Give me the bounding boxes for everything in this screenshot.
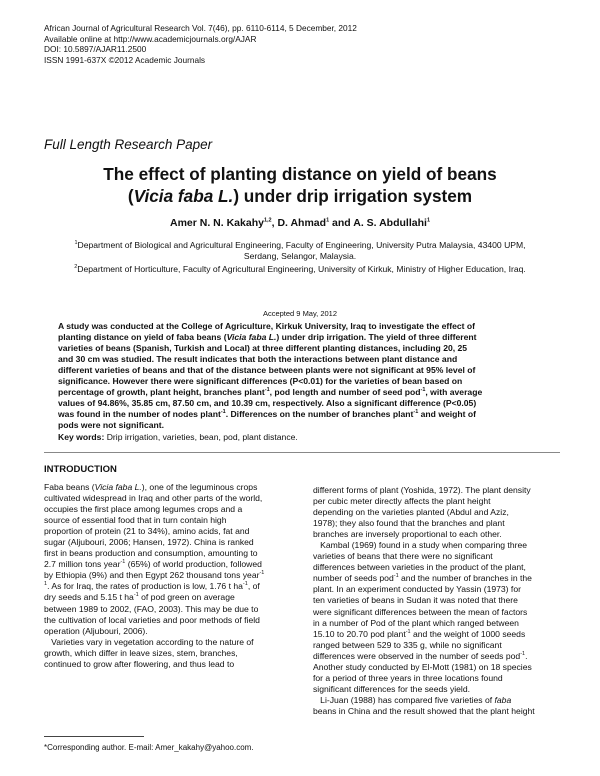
corresponding-author-footnote: *Corresponding author. E-mail: Amer_kakahy@yahoo.com. — [44, 743, 254, 752]
journal-citation: African Journal of Agricultural Research Vol. 7(46), pp. 6110-6114, 5 December, 2012 — [44, 23, 357, 33]
keywords-text: Drip irrigation, varieties, bean, pod, plant distance. — [104, 432, 298, 442]
journal-issn: ISSN 1991-637X ©2012 Academic Journals — [44, 54, 206, 65]
title-line-2: (Vicia faba L.) under drip irrigation system — [127, 186, 473, 206]
author-abdullahi: and A. S. Abdullahi — [329, 217, 427, 229]
author-ahmad: , D. Ahmad — [271, 217, 327, 229]
abstract: A study was conducted at the College of Agriculture, Kirkuk University, Iraq to investigate the effect of planting distance on yield of faba beans (Vicia faba L.) under drip irrigation. The yield of three different varieties of beans (Spanish, Turkish and Local) at three different planting distances, including 20, 25 and 30 cm was studied. The result indicates that both the interactions between plant distance and different varieties of beans and that of the distance between plants were not significant at 95% level of significance. However there were significant differences (P<0.01) for the varieties of bean based on percentage of growth, plant height, branches plant$^{-1}$, pod length and number of seed pod$^{-1}$, with average values of 94.86%, 35.85 cm, 87.50 cm, and 10.39 cm, respectively. Also a significant difference (P<0.05) was found in the number of nodes plant$^{-1}$. Differences on the number of branches plant$^{-1}$ and weight of pods were not significant. — [58, 321, 483, 430]
footnote-rule — [44, 736, 144, 737]
section-divider — [44, 452, 560, 453]
affiliation-2: $^2$Department of Horticulture, Faculty of Agricultural Engineering, University of Kirkuk, Ministry of Higher Education, Iraq. — [74, 264, 526, 274]
affiliation-1: $^1$Department of Biological and Agricultural Engineering, Faculty of Engineering, University Putra Malaysia, 43400 UPM, Serdang, Selangor, Malaysia. — [74, 240, 526, 261]
paper-type: Full Length Research Paper — [44, 137, 213, 152]
introduction-heading: INTRODUCTION — [44, 464, 117, 475]
title-line-1: The effect of planting distance on yield of beans — [103, 164, 497, 184]
paper-title — [40, 163, 560, 207]
journal-header — [44, 23, 357, 65]
journal-doi: DOI: 10.5897/AJAR11.2500 — [44, 44, 147, 55]
accepted-date: Accepted 9 May, 2012 — [262, 309, 338, 318]
author-list: Amer N. N. Kakahy$^{1,2}$, D. Ahmad$^1$ and A. S. Abdullahi$^1$ — [170, 217, 430, 229]
body-right-column: different forms of plant (Yoshida, 1972). The plant density per cubic meter directly affects the plant height depending on the varieties planted (Abdul and Aziz, 1978); they also found that the branches and plant branches are inversely proportional to each other. Kambal (1969) found in a study when comparing three varieties of beans that there were no significant differences between varieties in the product of the plant, number of seeds pod$^{-1}$ and the number of branches in the plant. In an experiment conducted by Yassin (1973) for ten varieties of beans in Sudan it was noted that there were significant differences between the mean of factors in a number of Pod of the plant which ranged between 15.10 to 20.70 pod plant$^{-1}$ and the weight of 1000 seeds ranged between 529 to 335 g, while no significant differences were observed in the number of seeds pod$^{-1}$. Another study conducted by El-Mott (1981) on 18 species for a period of three years in three locations found significant differences for the seeds yield. Li-Juan (1988) has compared five varieties of faba beans in China and the result showed that the plant height — [313, 485, 535, 716]
keywords — [58, 432, 298, 442]
body-left-column: Faba beans (Vicia faba L.), one of the leguminous crops cultivated widespread in Iraq and other parts of the world, occupies the first place among legumes crops and a source of essential food that in turn contain high proportion of protein (21 to 34%), amino acids, fat and sugar (Aljubouri, 2006; Hansen, 1972). China is ranked first in beans production and consumption, amounting to 2.7 million tons year$^{-1}$ (65%) of world production, followed by Ethiopia (9%) and then Egypt 262 thousand tons year$^{-1}$ $^1$. As for Iraq, the rates of production is low, 1.76 t $ha^{-1}$, of dry seeds and 5.15 t $ha^{-1}$ of pod green on average between 1989 to 2002, (FAO, 2003). This may be due to the cultivation of local varieties and poor methods of field operation (Aljubouri, 2006). Varieties vary in vegetation according to the nature of growth, which differ in leave sizes, stem, branches, continued to grow after flowering, and thus lead to — [44, 482, 265, 669]
keywords-label: Key words: — [58, 432, 105, 442]
journal-url: Available online at http://www.academicjournals.org/AJAR — [44, 33, 257, 44]
author-kakahy: Amer N. N. Kakahy — [170, 217, 264, 229]
